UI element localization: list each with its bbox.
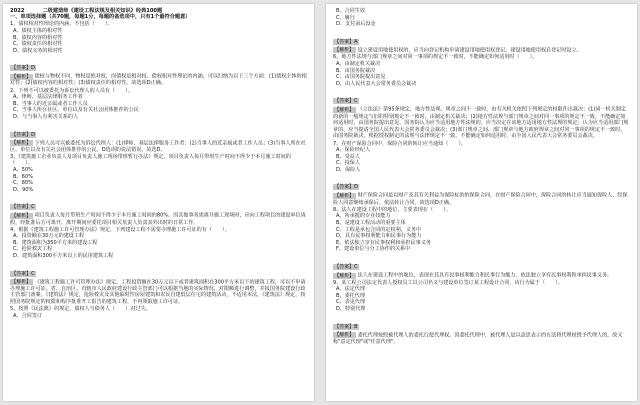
explanation-tag: 【解析】 [334, 107, 355, 114]
answer-tag: 【答案】A [334, 38, 358, 45]
explanation [333, 332, 630, 346]
question-6: 6、地方性法规与部门规章之间对同一事项的规定不一致时，不能确定如何适用时（ ）。 [333, 54, 538, 61]
question-4: 4、根据《建筑工程施工许可管理办法》规定，下列建设工程不需要办理施工许可证的有（ ）。 [10, 226, 230, 233]
explanation-text: 下列人员可以被委托为诉讼代理人：(1)律师、基层法律服务工作者；(2)当事人的近亲属或者工作人员；(3)当事人所在社区、单位以及有关社会团体推荐的公民。D选项的说法错误，故选D。 [10, 140, 306, 153]
option: A、法定代理 [336, 286, 365, 293]
explanation-tag: 【解析】 [11, 212, 32, 219]
explanation-text: 委托代理按照被代理人的委托行使代理权。因委托代理中，被代理人是以意思表示的方法将代理权授予代理人的，故又称"意定代理"或"任意代理"。 [333, 332, 623, 345]
option: B、建筑面积为350平方米的建设工程 [13, 239, 98, 246]
explanation-text: 项目负责人每月带班生产时间不得少于本月施工时间的80%。因其他事务需离开施工现场时，应向工程项目的建设单位请假，经批准后方可离开。离开期间应委托项目相关负责人负责其外出时的日常工作。 [10, 212, 306, 226]
option: B、是建设工程活动的重要主体 [336, 219, 406, 226]
explanation [10, 279, 307, 306]
explanation [10, 73, 307, 87]
title-year: 2022 [10, 8, 25, 14]
option: D、由人民代表大会常务委员会裁决 [336, 80, 417, 87]
explanation-tag: 【解析】 [11, 279, 32, 286]
option: B、当事人的近亲属或者工作人员 [13, 100, 88, 107]
answer-tag: 【答案】C [334, 263, 358, 270]
question-1: 1、债权相对性理论的内涵，不包括（ ）。 [10, 21, 113, 28]
title-text: 二级建造师《建设工程法规及相关知识》经典100题 [42, 8, 163, 14]
explanation [333, 47, 630, 54]
option: A、合同签订 [13, 312, 42, 319]
option: D、保险人 [336, 166, 361, 173]
answer-tag: 【答案】C [334, 98, 358, 105]
option: A、所承揽的专业技能力 [336, 213, 391, 220]
explanation-tag: 【解析】 [334, 332, 355, 339]
explanation-text: 《立法法》第95条规定，地方性法规、规章之间不一致时，由有关机关依照下列规定的权限作出裁决：(1)同一机关制定的新的一般规定与旧的特别规定不一致时，由制定机关裁决；(2)地方性法规与部门规章之间对同一事项的规定不一致，不能确定如何适用时，由国务院提出意见，国务院认为应当适用地方性法规的，应当决定在该地方适用地方性法规的规定；认为应当适用部门规章的，应当提请全国人民代表大会常务委员会裁决；(3)部门规章之间、部门规章与地方政府规章之间对同一事项的规定不一致时，由国务院裁决。根据授权制定的法规与法律规定不一致，不能确定如何适用时，由全国人民代表大会常务委员会裁决。 [333, 107, 629, 140]
explanation [333, 192, 630, 206]
option: D、具有民事权利能力和民事行为能力 [336, 233, 422, 240]
option: F、建设单位与分工协作的关系中 [336, 246, 411, 253]
explanation-tag: 【解析】 [11, 140, 32, 147]
explanation-text: 财产保险合同是以财产及其有关利益为保险标的的保险合同，在财产保险合同中，保险合同的转让应当通知保险人，经保险人同意继续承保后，依法转让合同。故选项D正确。 [333, 193, 628, 206]
option: C、当事人所在社区、单位以及有关社会团体推荐的公民 [13, 107, 139, 114]
option: D、与当事人有利害关系的人 [13, 113, 79, 120]
explanation-tag: 【解析】 [334, 272, 355, 279]
option: B、受益人 [336, 153, 360, 160]
option: D、90% [13, 186, 34, 193]
option: C、履行 [336, 14, 355, 21]
question-3: 3、《建筑施工企业负责人及项目负责人施工现场带班暂行办法》规定，项目负责人每月带班生产时间不得少于本月施工时间的（ ）。 [10, 153, 291, 167]
option: D、建筑面积300平方米以上的民用建筑工程 [13, 253, 114, 260]
answer-tag: 【答案】C [11, 204, 35, 211]
explanation-tag: 【解析】 [11, 73, 32, 80]
option: B、合同生效 [336, 8, 365, 14]
option: B、委托代理 [336, 292, 365, 299]
section-heading: 一、单项选择题（共70题，每题1分，每题的备选项中，只有1个最符合题意） [10, 14, 191, 21]
explanation-text: 债权与物权不同，物权是绝对权，而债权是相对权。债权相对性理论的内涵，可以归纳为以下三个方面：(1)债权主体的相对性；(2)债权内容的相对性；(3)债权责任的相对性。故选项D正确。 [10, 73, 307, 87]
answer-tag: 【答案】C [11, 270, 35, 277]
question-7: 7、在财产保险合同中，保险合同的转让应当通知（ ）。 [333, 140, 467, 147]
explanation-tag: 【解析】 [334, 193, 355, 200]
explanation-text: 法人在建设工程中的地位，表现在其具有民事权利能力和民事行为能力，依法独立享有民事权利和承担民事义务。 [357, 272, 613, 279]
answer-tag: 【答案】D [11, 65, 35, 72]
question-2: 2、下列不可以被委托为诉讼代理人的人员有（ ）。 [10, 87, 133, 94]
answer-tag: 【答案】B [334, 323, 358, 330]
option: B、60% [13, 173, 33, 180]
option: C、工程是承包合同的定权利、义务中 [336, 226, 422, 233]
option: C、债权责任的相对性 [13, 41, 63, 48]
option: D、特别代理 [336, 305, 366, 312]
explanation-tag: 【解析】 [334, 47, 355, 54]
document-page-right [326, 4, 637, 401]
question-5: 5、按照《民法典》的规定，债权人与债务人（ ）对过失。 [10, 306, 151, 313]
explanation [333, 106, 630, 140]
option: C、投保人 [336, 160, 360, 167]
option: A、保险经纪人 [336, 147, 371, 154]
option: A、债权主体的相对性 [13, 27, 63, 34]
question-8: 8、法人在建设工程中的地位，主要表现在（ ）。 [333, 206, 451, 213]
option: A、投资额在30万元的建设工程 [13, 233, 85, 240]
option: C、抢险救灾工程 [13, 246, 53, 253]
option: C、80% [13, 180, 33, 187]
option: E、依法独立享有民事权利和承担民事义务 [336, 239, 431, 246]
option: D、债权义务的相对性 [13, 47, 63, 54]
option: B、债权内容的相对性 [13, 34, 63, 41]
option: B、由国务院裁决 [336, 67, 376, 74]
option: C、表见代理 [336, 299, 366, 306]
option: A、律师、基层法律服务工作者 [13, 94, 83, 101]
option: A、50% [13, 167, 33, 173]
document-page-left [3, 4, 314, 401]
question-9: 9、某工程公司法定代表人授权员工以公司名义与建设单位签订某工程设计合同，该行为属于（ ）。 [333, 279, 563, 286]
option: A、由制定机关裁决 [336, 61, 381, 68]
option: C、由国务院提出意见 [336, 74, 386, 81]
answer-tag: 【答案】D [11, 131, 35, 138]
explanation [10, 212, 307, 226]
answer-tag: 【答案】D [334, 184, 358, 191]
explanation-text: 《建筑工程施工许可管理办法》规定，工程投资额在30万元以下或者建筑面积在300平方米以下的建筑工程，可以不申请办理施工许可证。省、自治区、直辖市人民政府建设行政主管部门可以根据当地的实际情况，对限额进行调整，并报国务院建设行政主管部门备案。《建筑法》规定，抢险救灾及其他临时性房屋建筑和农民自建低层住宅的建筑活动，不适用本法。《建筑法》规定，按照国务院规定的权限和程序批准开工报告的建筑工程，不再领取施工许可证。 [10, 279, 306, 305]
option: D、支付前后设金 [336, 21, 376, 28]
explanation-text: 设立建设用地使用权的，应当向登记机构申请建设用地使用权登记。建设用地使用权自登记时设立。 [357, 47, 582, 54]
explanation [333, 272, 630, 279]
explanation [10, 140, 307, 154]
